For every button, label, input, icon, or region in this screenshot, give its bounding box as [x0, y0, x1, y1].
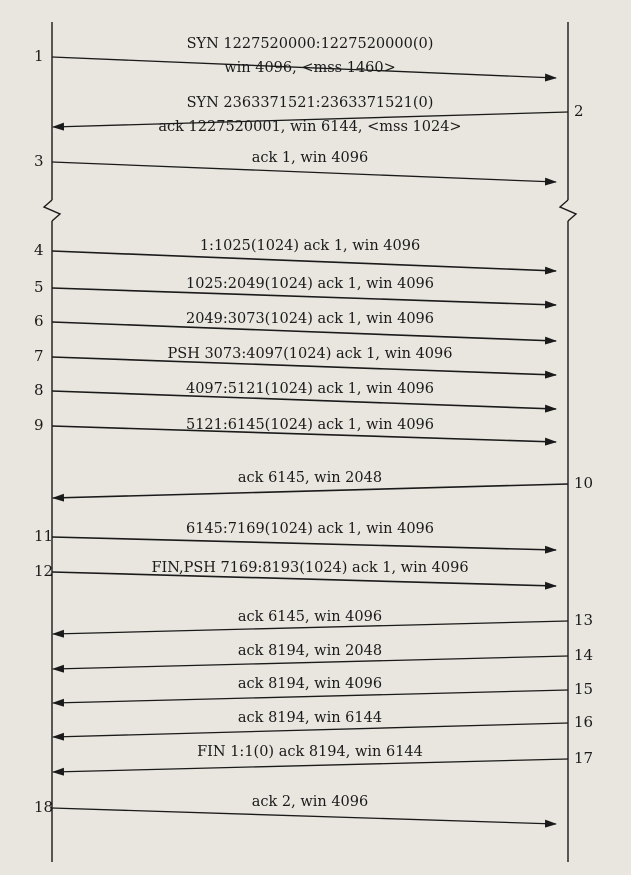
segment-13	[53, 609, 593, 634]
segment-label-18-1: ack 2, win 4096	[251, 794, 369, 810]
segment-arrow-18	[52, 808, 556, 824]
segment-label-1-1: SYN 1227520000:1227520000(0)	[186, 36, 434, 52]
segment-label-17-1: FIN 1:1(0) ack 8194, win 6144	[197, 744, 423, 760]
segment-number-5: 5	[34, 278, 44, 296]
segment-arrow-4	[52, 251, 556, 271]
segment-14	[53, 643, 593, 669]
segment-label-13-1: ack 6145, win 4096	[237, 609, 383, 625]
segment-number-2: 2	[574, 102, 584, 120]
segment-number-4: 4	[34, 241, 44, 259]
segment-label-9-1: 5121:6145(1024) ack 1, win 4096	[185, 417, 435, 433]
segment-12	[34, 560, 556, 586]
segment-label-7-1: PSH 3073:4097(1024) ack 1, win 4096	[167, 346, 453, 362]
segment-label-12-1: FIN,PSH 7169:8193(1024) ack 1, win 4096	[151, 560, 469, 576]
segment-5	[34, 276, 556, 305]
segment-number-7: 7	[34, 347, 44, 365]
segment-number-12: 12	[34, 562, 54, 580]
segment-11	[34, 521, 556, 550]
segment-15	[53, 676, 593, 703]
segment-number-8: 8	[34, 381, 44, 399]
segment-number-18: 18	[34, 798, 54, 816]
segment-label-1-2: win 4096, <mss 1460>	[224, 60, 396, 76]
segment-10	[53, 470, 593, 498]
segment-number-10: 10	[574, 474, 594, 492]
segment-number-11: 11	[34, 527, 54, 545]
segment-label-5-1: 1025:2049(1024) ack 1, win 4096	[185, 276, 435, 292]
segment-number-1: 1	[34, 47, 44, 65]
segment-number-6: 6	[34, 312, 44, 330]
segments-group	[34, 36, 593, 824]
segment-4	[34, 238, 556, 271]
segment-3	[34, 150, 556, 182]
segment-6	[34, 311, 556, 341]
segment-8	[34, 381, 556, 409]
segment-number-3: 3	[34, 152, 44, 170]
segment-label-4-1: 1:1025(1024) ack 1, win 4096	[199, 238, 421, 254]
left-timeline-break	[44, 200, 60, 221]
segment-arrow-17	[53, 759, 568, 772]
segment-arrow-11	[52, 537, 556, 550]
segment-7	[34, 346, 556, 375]
segment-label-3-1: ack 1, win 4096	[251, 150, 369, 166]
segment-label-15-1: ack 8194, win 4096	[237, 676, 383, 692]
segment-number-17: 17	[574, 749, 594, 767]
segment-label-2-1: SYN 2363371521:2363371521(0)	[186, 95, 434, 111]
segment-9	[34, 416, 556, 442]
segment-1	[34, 36, 556, 78]
segment-label-14-1: ack 8194, win 2048	[237, 643, 383, 659]
segment-17	[53, 744, 593, 772]
segment-label-8-1: 4097:5121(1024) ack 1, win 4096	[185, 381, 435, 397]
segment-arrow-10	[53, 484, 568, 498]
segment-label-11-1: 6145:7169(1024) ack 1, win 4096	[185, 521, 435, 537]
segment-number-9: 9	[34, 416, 44, 434]
right-timeline-break	[560, 200, 576, 221]
segment-label-10-1: ack 6145, win 2048	[237, 470, 383, 486]
segment-2	[53, 95, 584, 135]
segment-number-15: 15	[574, 680, 594, 698]
segment-16	[53, 710, 593, 737]
segment-number-16: 16	[574, 713, 594, 731]
segment-number-13: 13	[574, 611, 594, 629]
segment-label-2-2: ack 1227520001, win 6144, <mss 1024>	[158, 119, 462, 135]
segment-number-14: 14	[574, 646, 594, 664]
segment-18	[34, 794, 556, 824]
segment-label-16-1: ack 8194, win 6144	[237, 710, 383, 726]
segment-label-6-1: 2049:3073(1024) ack 1, win 4096	[185, 311, 435, 327]
